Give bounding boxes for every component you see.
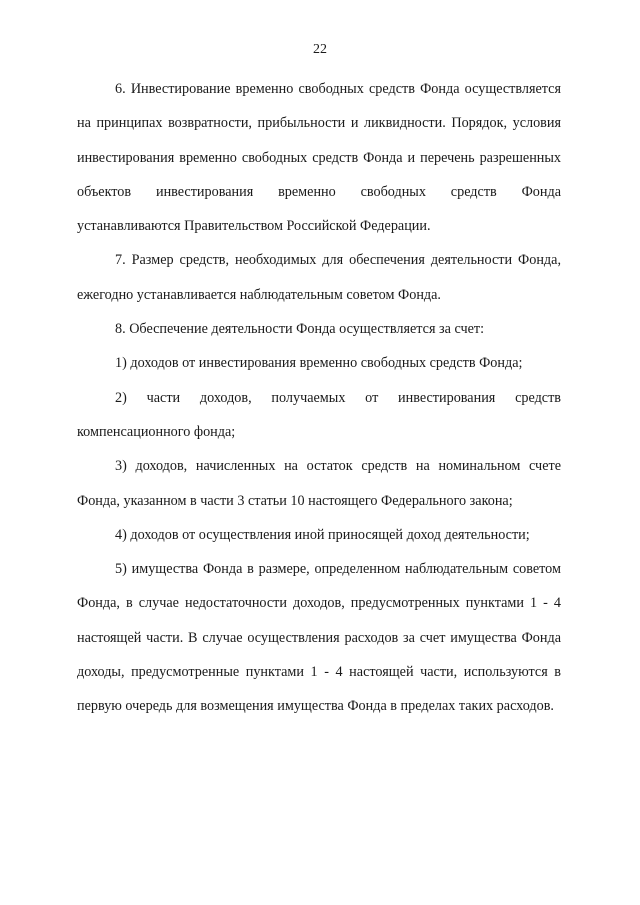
document-body — [77, 72, 561, 724]
list-item-5: 5) имущества Фонда в размере, определенном наблюдательным советом Фонда, в случае недостаточности доходов, предусмотренных пунктами 1 - 4 настоящей части. В случае осуществления расходов за счет имущества Фонда доходы, предусмотренные пунктами 1 - 4 настоящей части, используются в первую очередь для возмещения имущества Фонда в пределах таких расходов. — [77, 561, 561, 715]
paragraph-6-investment: 6. Инвестирование временно свободных средств Фонда осуществляется на принципах возвратности, прибыльности и ликвидности. Порядок, условия инвестирования временно свободных средств Фонда и перечень разрешенных объектов инвестирования временно свободных средств Фонда устанавливаются Правительством Российской Федерации. — [77, 81, 561, 235]
paragraph-8-funding-sources: 8. Обеспечение деятельности Фонда осуществляется за счет: — [115, 321, 485, 338]
list-item-4: 4) доходов от осуществления иной приносящей доход деятельности; — [115, 526, 530, 543]
paragraph-7-funding-size: 7. Размер средств, необходимых для обеспечения деятельности Фонда, ежегодно устанавливается наблюдательным советом Фонда. — [77, 252, 561, 303]
list-item-2: 2) части доходов, получаемых от инвестирования средств компенсационного фонда; — [77, 389, 561, 440]
list-item-3: 3) доходов, начисленных на остаток средств на номинальном счете Фонда, указанном в части 3 статьи 10 настоящего Федерального закона; — [77, 458, 561, 509]
page-number: 22 — [313, 42, 327, 57]
list-item-1: 1) доходов от инвестирования временно свободных средств Фонда; — [115, 355, 523, 372]
